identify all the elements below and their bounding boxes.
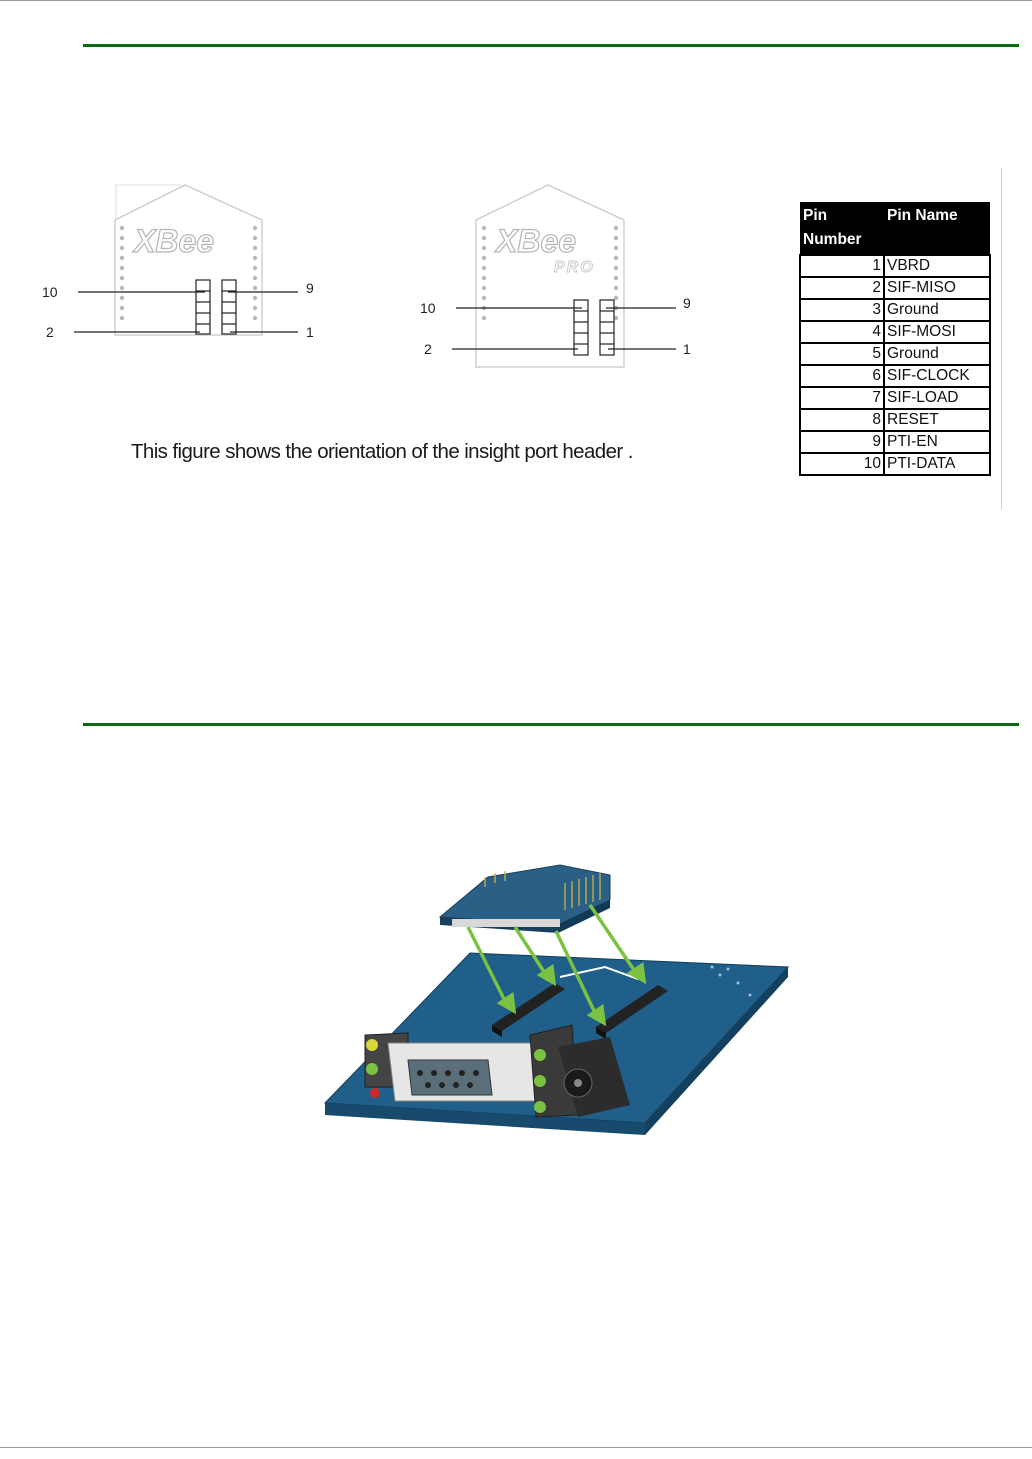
table-row bbox=[800, 409, 990, 431]
pin-name: PTI-EN bbox=[884, 431, 990, 453]
table-row bbox=[800, 365, 990, 387]
pin-label-10: 10 bbox=[42, 284, 58, 300]
pin-label-2: 2 bbox=[46, 324, 54, 340]
table-row bbox=[800, 343, 990, 365]
pin-number: 10 bbox=[800, 453, 884, 475]
pin-name: Ground bbox=[884, 299, 990, 321]
page-top-border bbox=[0, 0, 1032, 1]
table-row bbox=[800, 431, 990, 453]
pin-table bbox=[799, 202, 991, 476]
pin-name: SIF-LOAD bbox=[884, 387, 990, 409]
pin-number: 8 bbox=[800, 409, 884, 431]
table-row bbox=[800, 387, 990, 409]
pin-label-10: 10 bbox=[420, 300, 436, 316]
pin-name: PTI-DATA bbox=[884, 453, 990, 475]
table-row bbox=[800, 299, 990, 321]
xbee-logo: XBee bbox=[134, 223, 215, 259]
pin-name: RESET bbox=[884, 409, 990, 431]
pin-number: 4 bbox=[800, 321, 884, 343]
table-row bbox=[800, 255, 990, 277]
pin-number: 9 bbox=[800, 431, 884, 453]
pin-label-9: 9 bbox=[306, 280, 314, 296]
page-bottom-border bbox=[0, 1447, 1032, 1448]
pro-sublogo: PRO bbox=[554, 259, 595, 276]
pin-number: 3 bbox=[800, 299, 884, 321]
table-frame-edge bbox=[1001, 168, 1002, 510]
pin-label-1: 1 bbox=[683, 341, 691, 357]
pin-name: SIF-MOSI bbox=[884, 321, 990, 343]
xbee-pro-module-diagram bbox=[410, 180, 710, 375]
figure-caption: This figure shows the orientation of the insight port header . bbox=[131, 440, 633, 463]
pin-label-9: 9 bbox=[683, 295, 691, 311]
pin-number: 5 bbox=[800, 343, 884, 365]
header-pin-name: Pin Name bbox=[884, 202, 990, 255]
xbee-pro-logo: XBee bbox=[496, 223, 577, 259]
section-rule-middle bbox=[83, 723, 1019, 726]
table-header-row bbox=[800, 202, 990, 255]
pin-number: 7 bbox=[800, 387, 884, 409]
pin-label-1: 1 bbox=[306, 324, 314, 340]
section-rule-top bbox=[83, 44, 1019, 47]
table-row bbox=[800, 321, 990, 343]
pin-number: 1 bbox=[800, 255, 884, 277]
pin-number: 6 bbox=[800, 365, 884, 387]
xbee-module-diagram bbox=[30, 180, 330, 350]
table-row bbox=[800, 277, 990, 299]
xbee-board-mounting-illustration bbox=[320, 855, 800, 1140]
pin-name: SIF-MISO bbox=[884, 277, 990, 299]
header-pin-number: Pin Number bbox=[800, 202, 884, 255]
pin-number: 2 bbox=[800, 277, 884, 299]
table-row bbox=[800, 453, 990, 475]
pin-name: Ground bbox=[884, 343, 990, 365]
pin-name: VBRD bbox=[884, 255, 990, 277]
pin-name: SIF-CLOCK bbox=[884, 365, 990, 387]
pin-label-2: 2 bbox=[424, 341, 432, 357]
